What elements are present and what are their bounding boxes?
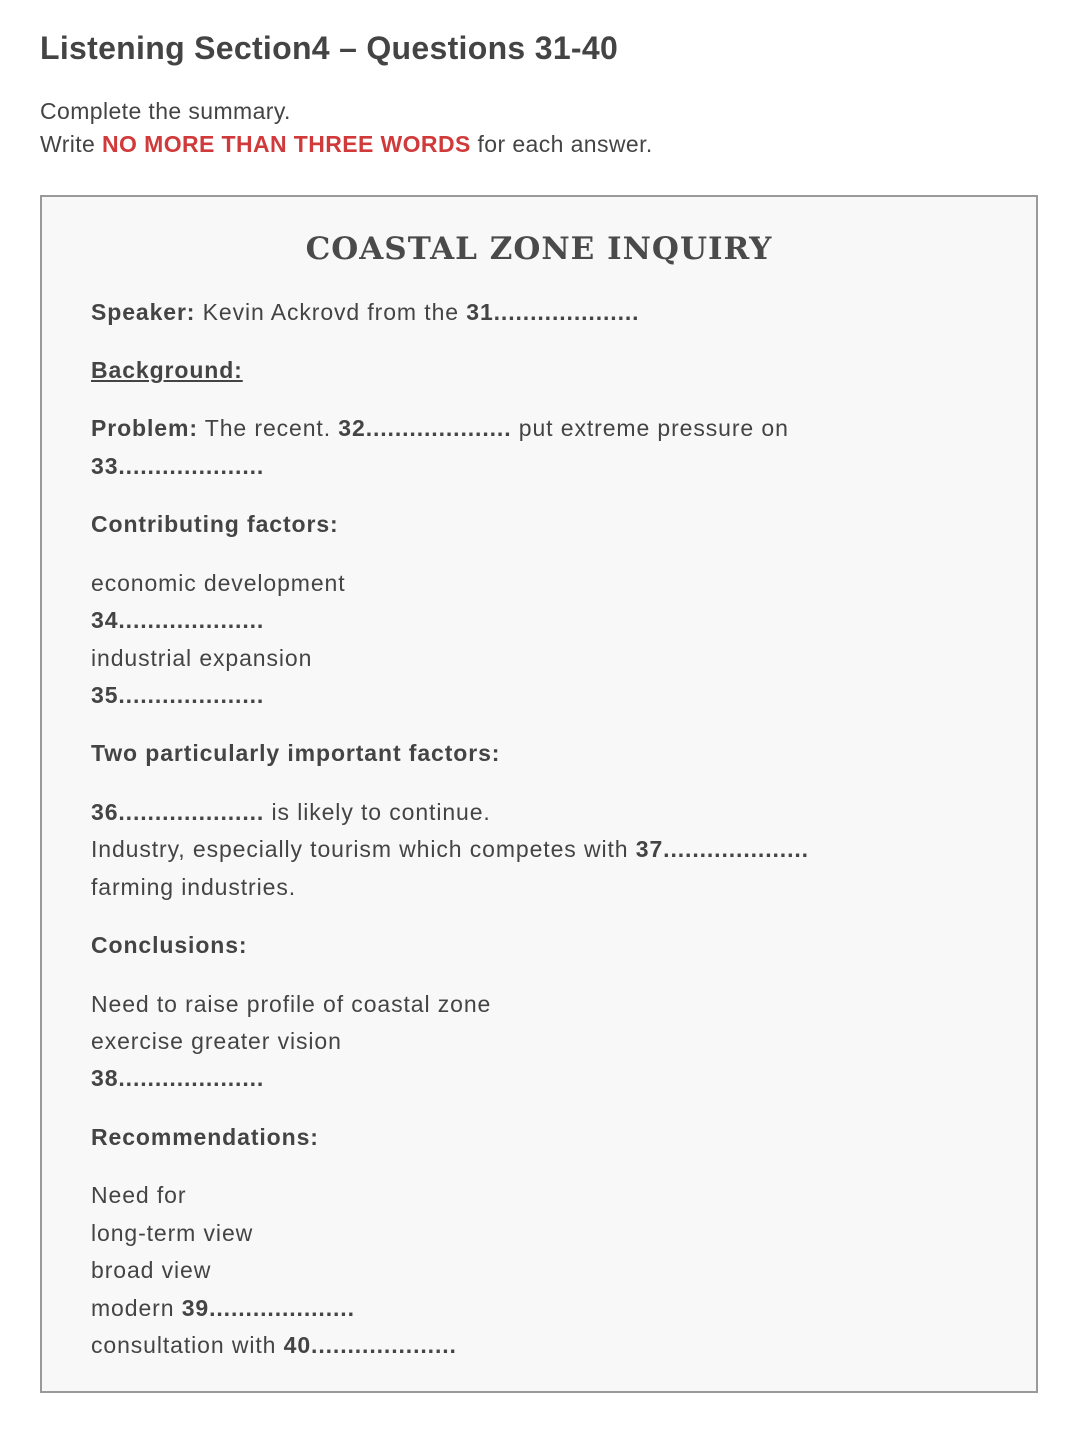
answer-blank-37[interactable]: .................... — [663, 836, 809, 862]
question-36: 36 — [91, 799, 119, 825]
contributing-heading — [91, 509, 339, 539]
recommendations-item-1: Need for — [91, 1182, 187, 1208]
question-35: 35 — [91, 682, 119, 708]
answer-blank-31[interactable]: .................... — [493, 299, 640, 325]
instruction-line-2 — [40, 128, 653, 161]
recommendations-modern: modern — [91, 1295, 182, 1321]
instruction-line-1: Complete the summary. — [40, 98, 291, 124]
problem-line-2 — [91, 451, 264, 481]
conclusions-item-3 — [91, 1063, 264, 1093]
conclusions-label: Conclusions: — [91, 932, 248, 958]
important-item-2 — [91, 834, 809, 864]
problem-text-before: The recent. — [197, 415, 339, 441]
recommendations-item-4 — [91, 1293, 355, 1323]
speaker-text: Kevin Ackrovd from the — [195, 299, 467, 325]
question-38: 38 — [91, 1065, 119, 1091]
answer-blank-36[interactable]: .................... — [118, 799, 265, 825]
conclusions-item-2: exercise greater vision — [91, 1028, 342, 1054]
answer-blank-40[interactable]: .................... — [311, 1332, 457, 1358]
answer-blank-33[interactable]: .................... — [118, 453, 265, 479]
question-39: 39 — [181, 1295, 210, 1321]
contributing-item-4 — [91, 680, 264, 710]
recommendations-heading — [91, 1122, 319, 1152]
question-31: 31 — [466, 299, 494, 325]
speaker-line — [91, 297, 639, 327]
answer-blank-35[interactable]: .................... — [118, 682, 265, 708]
recommendations-consultation: consultation with — [91, 1332, 284, 1358]
speaker-label: Speaker: — [91, 299, 196, 325]
recommendations-item-5 — [91, 1330, 457, 1360]
answer-blank-39[interactable]: .................... — [209, 1295, 355, 1321]
recommendations-item-3: broad view — [91, 1257, 212, 1283]
answer-blank-38[interactable]: .................... — [118, 1065, 265, 1091]
conclusions-item-1: Need to raise profile of coastal zone — [91, 991, 492, 1017]
important-label: Two particularly important factors: — [91, 740, 501, 766]
summary-box — [40, 195, 1038, 1393]
important-text-b: Industry, especially tourism which competes with — [91, 836, 636, 862]
problem-line — [91, 413, 789, 443]
instruction-prefix: Write — [40, 131, 103, 157]
recommendations-item-2: long-term view — [91, 1220, 254, 1246]
contributing-item-3: industrial expansion — [91, 645, 313, 671]
important-item-3: farming industries. — [91, 874, 297, 900]
contributing-item-2 — [91, 605, 264, 635]
important-heading — [91, 738, 500, 768]
conclusions-heading — [91, 930, 247, 960]
important-text-a: is likely to continue. — [264, 799, 491, 825]
question-37: 37 — [635, 836, 664, 862]
contributing-item-1: economic development — [91, 570, 346, 596]
page-title: Listening Section4 – Questions 31-40 — [40, 30, 619, 66]
instructions — [40, 95, 653, 161]
question-32: 32 — [338, 415, 366, 441]
problem-label: Problem: — [91, 415, 198, 441]
background-heading: Background: — [91, 357, 243, 383]
problem-text-after: put extreme pressure on — [511, 415, 789, 441]
question-33: 33 — [91, 453, 119, 479]
summary-title: COASTAL ZONE INQUIRY — [305, 231, 773, 267]
instruction-suffix: for each answer. — [470, 131, 653, 157]
instruction-word-limit: NO MORE THAN THREE WORDS — [102, 131, 471, 157]
contributing-label: Contributing factors: — [91, 511, 339, 537]
question-40: 40 — [283, 1332, 312, 1358]
answer-blank-32[interactable]: .................... — [365, 415, 512, 441]
recommendations-label: Recommendations: — [91, 1124, 319, 1150]
important-item-1 — [91, 797, 491, 827]
question-34: 34 — [91, 607, 119, 633]
answer-blank-34[interactable]: .................... — [118, 607, 265, 633]
